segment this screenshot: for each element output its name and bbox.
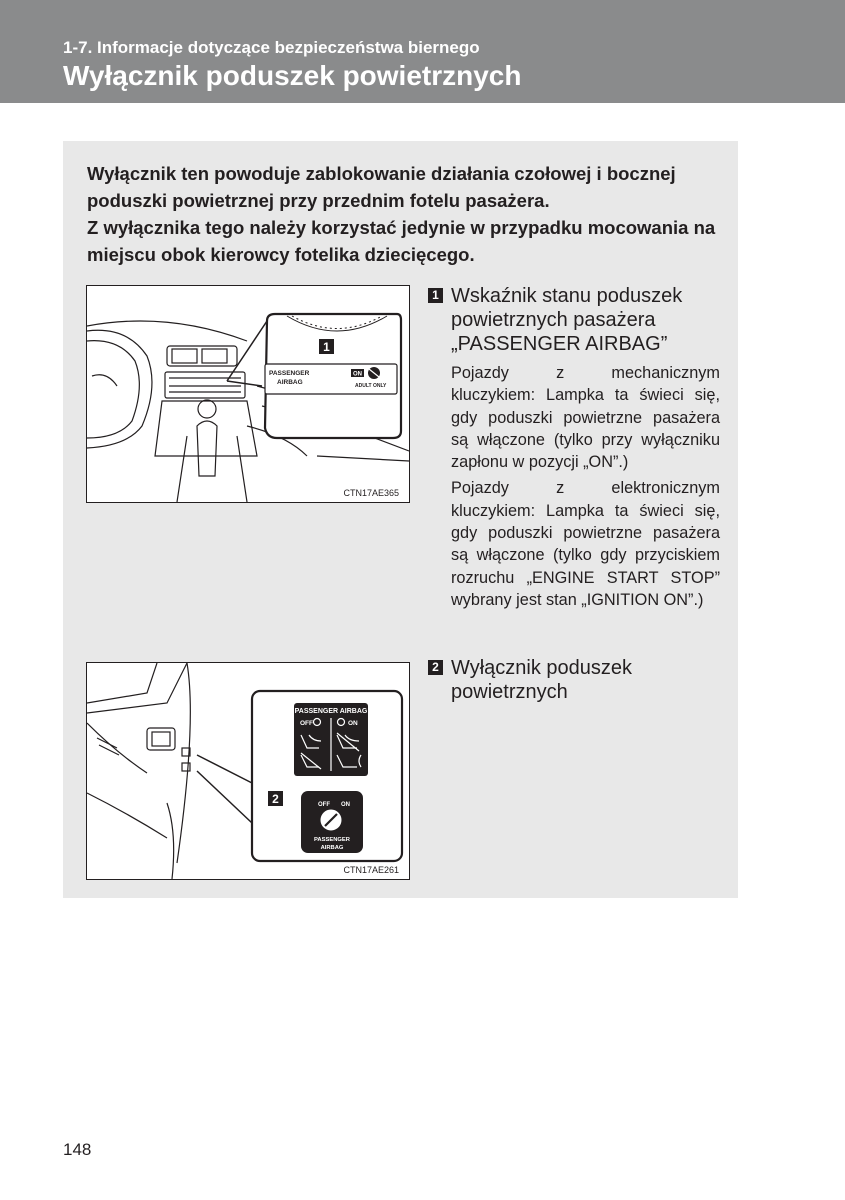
item-title: Wyłącznik poduszek powietrznych — [451, 657, 633, 703]
callout-2-number: 2 — [272, 792, 279, 806]
intro-paragraph-2: Z wyłącznika tego należy korzystać jedynie w przypadku mocowania na miejscu obok kierowcy fotelika dziecięcego. — [87, 217, 716, 265]
page-number: 148 — [63, 1140, 92, 1159]
switch-label-2: AIRBAG — [320, 845, 344, 851]
callout-1-number: 1 — [323, 340, 330, 354]
item-heading — [428, 284, 720, 356]
figure-airbag-switch — [86, 662, 410, 880]
adult-only-label: ADULT ONLY — [355, 383, 387, 389]
item-number: 1 — [428, 288, 443, 303]
page-title: Wyłącznik poduszek powietrznych — [63, 60, 522, 91]
section-title: 1-7. Informacje dotyczące bezpieczeństwa biernego — [63, 38, 480, 57]
figure-code: CTN17AE365 — [343, 488, 399, 498]
on-label: ON — [353, 371, 362, 378]
switch-label-1: PASSENGER — [314, 837, 350, 843]
figure-code: CTN17AE261 — [343, 865, 399, 875]
figure-dashboard-indicator — [86, 285, 410, 503]
indicator-label-1: PASSENGER — [269, 370, 310, 377]
indicator-on-label: ON — [348, 720, 358, 727]
item-paragraph-2: Pojazdy z elektronicznym kluczykiem: Lampka ta świeci się, gdy poduszki powietrzne pasażera są włączone (tylko gdy przyciskiem rozruchu „ENGINE START STOP” wybrany jest stan „IGNITION ON”.) — [451, 479, 720, 609]
switch-off-label: OFF — [318, 802, 330, 808]
item-heading — [428, 656, 720, 704]
page-header — [0, 0, 845, 103]
item-switch — [428, 656, 720, 704]
indicator-label-2: AIRBAG — [277, 379, 303, 386]
switch-illustration — [87, 663, 409, 879]
item-paragraph-1: Pojazdy z mechanicznym kluczykiem: Lampka ta świeci się, gdy poduszki powietrzne pasażera są włączone (tylko przy wyłączniku zapłonu w pozycji „ON”.) — [451, 364, 720, 472]
intro-paragraph-1: Wyłącznik ten powoduje zablokowanie działania czołowej i bocznej poduszki powietrznej przy przednim fotelu pasażera. — [87, 163, 676, 211]
intro-text — [87, 160, 722, 268]
item-indicator — [428, 284, 720, 615]
dashboard-illustration — [87, 286, 409, 502]
item-body — [451, 362, 720, 611]
indicator-title: PASSENGER AIRBAG — [294, 708, 368, 715]
indicator-off-label: OFF — [300, 720, 313, 727]
item-title: Wskaźnik stanu poduszek powietrznych pasażera „PASSENGER AIRBAG” — [451, 285, 683, 355]
item-number: 2 — [428, 660, 443, 675]
switch-on-label: ON — [341, 802, 350, 808]
